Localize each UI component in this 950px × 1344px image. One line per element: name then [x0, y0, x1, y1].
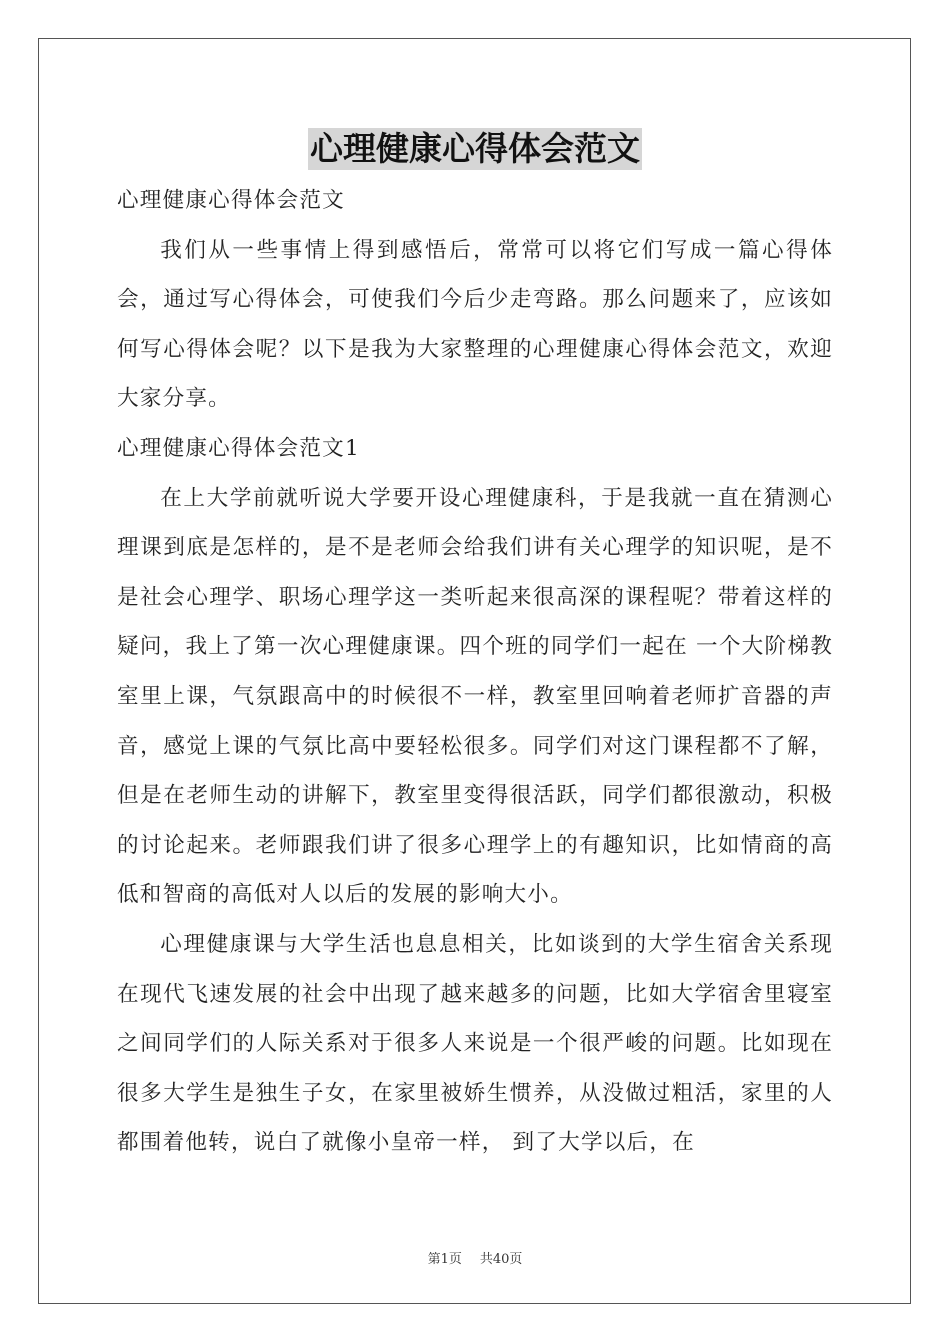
- page-number: 第1页: [427, 1252, 462, 1267]
- document-body: [117, 176, 833, 1168]
- section-paragraph-1: 在上大学前就听说大学要开设心理健康科，于是我就一直在猜测心理课到底是怎样的，是不是老师会给我们讲有关心理学的知识呢，是不是社会心理学、职场心理学这一类听起来很高深的课程呢？带着这样的疑问，我上了第一次心理健康课。四个班的同学们一起在 一个大阶梯教室里上课，气氛跟高中的时候很不一样，教室里回响着老师扩音器的声音，感觉上课的气氛比高中要轻松很多。同学们对这门课程都不了解，但是在老师生动的讲解下，教室里变得很活跃，同学们都很激动，积极的讨论起来。老师跟我们讲了很多心理学上的有趣知识，比如情商的高低和智商的高低对人以后的发展的影响大小。: [117, 485, 833, 908]
- document-title: 心理健康心得体会范文: [310, 129, 640, 168]
- section-paragraph-2: 心理健康课与大学生活也息息相关，比如谈到的大学生宿舍关系现在现代飞速发展的社会中出现了越来越多的问题，比如大学宿舍里寝室之间同学们的人际关系对于很多人来说是一个很严峻的问题。比如现在很多大学生是独生子女，在家里被娇生惯养，从没做过粗活，家里的人都围着他转，说白了就像小皇帝一样， 到了大学以后，在: [117, 931, 833, 1156]
- page-total: 共40页: [479, 1252, 523, 1267]
- page-footer: [0, 1248, 950, 1267]
- intro-paragraph: 我们从一些事情上得到感悟后，常常可以将它们写成一篇心得体会，通过写心得体会，可使我们今后少走弯路。那么问题来了，应该如何写心得体会呢？以下是我为大家整理的心理健康心得体会范文，欢迎大家分享。: [117, 237, 833, 412]
- document-subtitle: 心理健康心得体会范文: [117, 188, 345, 213]
- title-container: [0, 128, 950, 170]
- section-heading: 心理健康心得体会范文1: [117, 435, 360, 461]
